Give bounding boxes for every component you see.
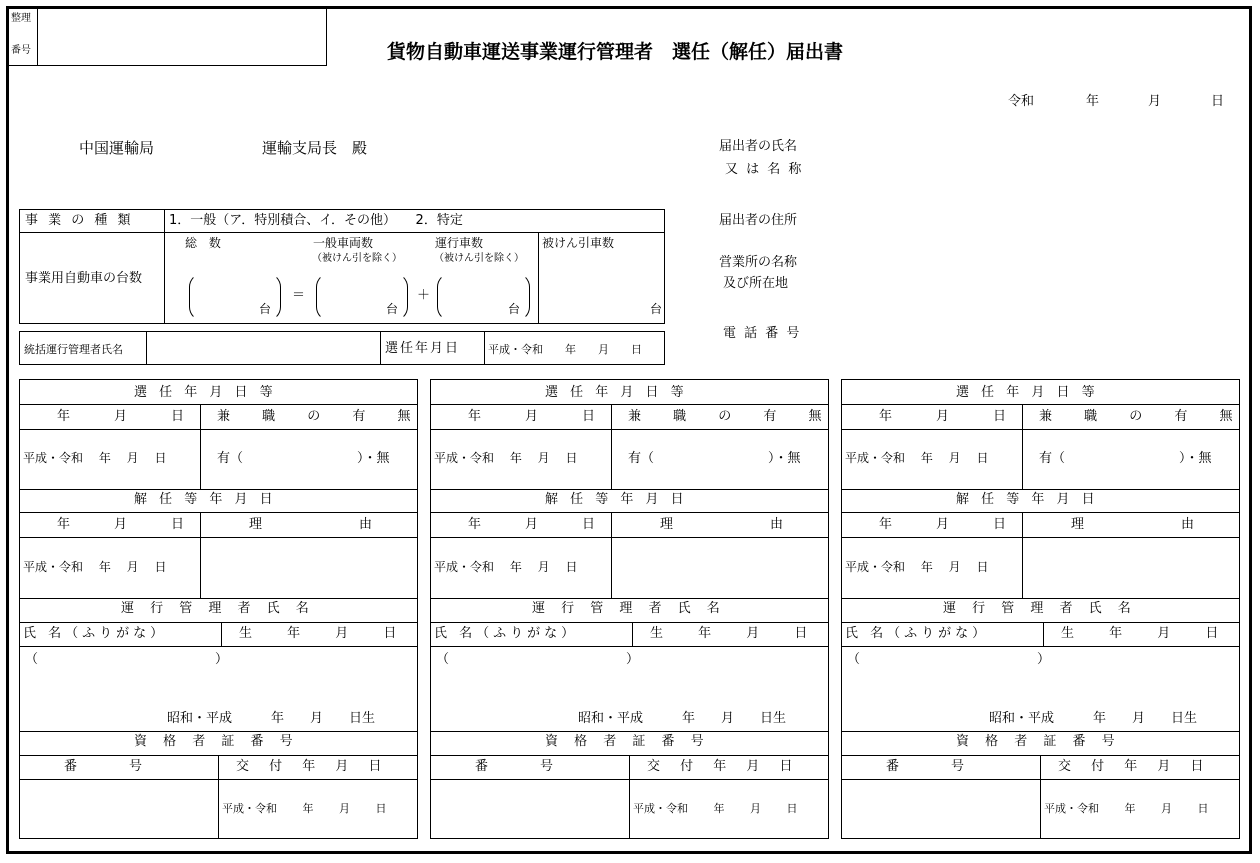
appointment-header: 選 任 年 月 日 等	[545, 385, 688, 400]
date-hi: 日	[1211, 94, 1225, 109]
furigana-open-paren: （	[25, 652, 39, 667]
manager-name-header: 運 行 管 理 者 氏 名	[532, 601, 726, 616]
overall-manager-name-input[interactable]	[148, 333, 378, 363]
manager-name-input[interactable]	[21, 671, 416, 711]
certificate-number-input[interactable]	[21, 781, 216, 837]
name-furigana-label: 氏 名（ふりがな）	[434, 626, 579, 641]
dismissal-ymd: 年 月 日	[879, 517, 1013, 532]
manager-panel	[430, 379, 836, 839]
appointment-ymd: 年 月 日	[57, 409, 191, 424]
general-unit: 台	[386, 302, 399, 316]
furigana-open-paren: （	[436, 652, 450, 667]
bureau-name: 中国運輸局	[79, 139, 155, 157]
certificate-number-label: 番 号	[886, 759, 965, 774]
reason-label-yu: 由	[359, 517, 373, 532]
birth-date-input[interactable]: 昭和・平成 年 月 日生	[578, 711, 787, 726]
appointment-ymd: 年 月 日	[879, 409, 1013, 424]
operating-unit: 台	[508, 302, 521, 316]
operating-label: 運行車数	[435, 236, 484, 250]
manager-panel	[19, 379, 425, 839]
office-name-label: 営業所の名称	[719, 255, 798, 270]
manager-name-header: 運 行 管 理 者 氏 名	[943, 601, 1137, 616]
concurrent-no[interactable]: ）・無	[1179, 451, 1212, 466]
birth-date-label: 生 年 月 日	[650, 626, 814, 641]
dismissal-header: 解 任 等 年 月 日	[956, 492, 1099, 507]
manager-name-header: 運 行 管 理 者 氏 名	[121, 601, 315, 616]
form-page	[6, 6, 1252, 854]
concurrent-post-label: 兼 職 の 有 無	[628, 409, 836, 424]
seiri-label: 整理	[11, 13, 31, 24]
appointment-date-value[interactable]: 平成・令和 年 月 日	[488, 343, 642, 356]
phone-label: 電 話 番 号	[723, 326, 802, 341]
issue-date-label: 交 付 年 月 日	[1058, 759, 1212, 774]
name-furigana-label: 氏 名（ふりがな）	[845, 626, 990, 641]
birth-date-input[interactable]: 昭和・平成 年 月 日生	[167, 711, 376, 726]
furigana-open-paren: （	[847, 652, 861, 667]
issue-date-input[interactable]: 平成・令和 年 月 日	[1044, 802, 1209, 815]
dismissal-ymd: 年 月 日	[57, 517, 191, 532]
dismissal-ymd: 年 月 日	[468, 517, 602, 532]
reason-input[interactable]	[202, 539, 416, 596]
applicant-name-label-2: 又 は 名 称	[725, 162, 804, 177]
certificate-header: 資 格 者 証 番 号	[956, 734, 1121, 749]
branch-addressee: 運輸支局長 殿	[262, 139, 368, 157]
reason-input[interactable]	[613, 539, 827, 596]
appointment-date-input[interactable]: 平成・令和 年 月 日	[845, 451, 989, 465]
concurrent-yes[interactable]: 有（	[217, 451, 244, 466]
overall-manager-label: 統括運行管理者氏名	[24, 343, 123, 356]
concurrent-post-label: 兼 職 の 有 無	[217, 409, 425, 424]
reason-input[interactable]	[1024, 539, 1238, 596]
manager-panel	[841, 379, 1247, 839]
birth-date-label: 生 年 月 日	[239, 626, 403, 641]
certificate-header: 資 格 者 証 番 号	[545, 734, 710, 749]
reason-label-yu: 由	[770, 517, 784, 532]
office-location-label: 及び所在地	[723, 276, 789, 291]
appointment-date-input[interactable]: 平成・令和 年 月 日	[23, 451, 167, 465]
general-label: 一般車両数	[313, 236, 374, 250]
furigana-close-paren: ）	[1037, 652, 1051, 667]
issue-date-input[interactable]: 平成・令和 年 月 日	[633, 802, 798, 815]
concurrent-yes[interactable]: 有（	[628, 451, 655, 466]
operating-note: （被けん引を除く）	[434, 253, 524, 264]
date-nen: 年	[1086, 94, 1100, 109]
furigana-close-paren: ）	[626, 652, 640, 667]
appointment-date-input[interactable]: 平成・令和 年 月 日	[434, 451, 578, 465]
certificate-number-input[interactable]	[432, 781, 627, 837]
certificate-number-input[interactable]	[843, 781, 1038, 837]
equals-sign: ＝	[292, 288, 306, 303]
dismissal-header: 解 任 等 年 月 日	[134, 492, 277, 507]
date-reiwa: 令和	[1008, 94, 1035, 109]
manager-name-input[interactable]	[432, 671, 827, 711]
registration-number-box[interactable]	[9, 9, 327, 66]
business-type-label: 事 業 の 種 類	[25, 213, 134, 228]
birth-date-label: 生 年 月 日	[1061, 626, 1225, 641]
total-label: 総 数	[185, 236, 225, 250]
reason-label-ri: 理	[1071, 517, 1085, 532]
concurrent-no[interactable]: ）・無	[768, 451, 801, 466]
issue-date-label: 交 付 年 月 日	[647, 759, 801, 774]
birth-date-input[interactable]: 昭和・平成 年 月 日生	[989, 711, 1198, 726]
total-unit: 台	[259, 302, 272, 316]
appointment-date-label: 選任年月日	[385, 341, 461, 356]
general-note: （被けん引を除く）	[312, 253, 402, 264]
business-type-value[interactable]: 1．一般（ア．特別積合、イ．その他） 2．特定	[169, 213, 463, 228]
appointment-header: 選 任 年 月 日 等	[134, 385, 277, 400]
towed-label: 被けん引車数	[542, 236, 615, 250]
certificate-header: 資 格 者 証 番 号	[134, 734, 299, 749]
certificate-number-label: 番 号	[475, 759, 554, 774]
certificate-number-label: 番 号	[64, 759, 143, 774]
issue-date-input[interactable]: 平成・令和 年 月 日	[222, 802, 387, 815]
date-tsuki: 月	[1148, 94, 1162, 109]
plus-sign: ＋	[417, 288, 431, 303]
reason-label-ri: 理	[249, 517, 263, 532]
concurrent-post-label: 兼 職 の 有 無	[1039, 409, 1247, 424]
concurrent-yes[interactable]: 有（	[1039, 451, 1066, 466]
dismissal-date-input[interactable]: 平成・令和 年 月 日	[23, 560, 167, 574]
dismissal-header: 解 任 等 年 月 日	[545, 492, 688, 507]
appointment-ymd: 年 月 日	[468, 409, 602, 424]
dismissal-date-input[interactable]: 平成・令和 年 月 日	[434, 560, 578, 574]
reason-label-ri: 理	[660, 517, 674, 532]
applicant-address-label: 届出者の住所	[719, 213, 798, 228]
issue-date-label: 交 付 年 月 日	[236, 759, 390, 774]
dismissal-date-input[interactable]: 平成・令和 年 月 日	[845, 560, 989, 574]
form-title: 貨物自動車運送事業運行管理者 選任（解任）届出書	[387, 41, 844, 63]
applicant-name-label: 届出者の氏名	[719, 139, 798, 154]
appointment-header: 選 任 年 月 日 等	[956, 385, 1099, 400]
concurrent-no[interactable]: ）・無	[357, 451, 390, 466]
reason-label-yu: 由	[1181, 517, 1195, 532]
vehicle-count-label: 事業用自動車の台数	[25, 271, 143, 286]
name-furigana-label: 氏 名（ふりがな）	[23, 626, 168, 641]
towed-unit: 台	[650, 302, 663, 316]
bango-label: 番号	[11, 45, 31, 56]
furigana-close-paren: ）	[215, 652, 229, 667]
manager-name-input[interactable]	[843, 671, 1238, 711]
